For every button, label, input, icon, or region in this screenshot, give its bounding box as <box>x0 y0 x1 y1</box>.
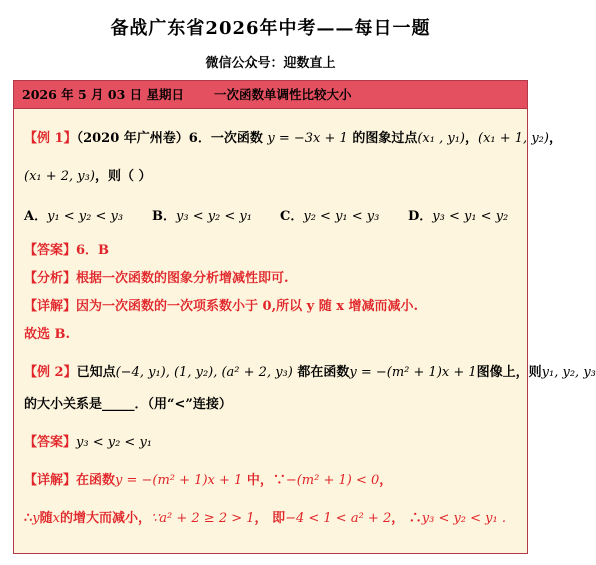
card-header <box>14 81 527 109</box>
final-order: y₃ < y₂ < y₁ . <box>421 511 506 526</box>
ex2-vars: y₁, y₂, y₃ <box>541 365 596 380</box>
ex1-tag: 【例 1】 <box>24 131 77 146</box>
ex1-tail: ，则（ ） <box>94 169 152 184</box>
ex2-detail-tag: 【详解】在函数 <box>24 473 116 488</box>
ex2-answer-expr: y₃ < y₂ < y₁ <box>76 435 152 450</box>
ex2-tail: 图像上，则 <box>476 365 542 380</box>
ex2-detail <box>24 469 392 488</box>
ex1-p1: (x₁ , y₁) <box>417 131 465 146</box>
ex1-sep: ， <box>465 131 479 146</box>
ex2-detail-mid: 中，∵ <box>246 473 286 488</box>
ex2-intro: 已知点 <box>76 365 116 380</box>
ex2-line1 <box>24 361 596 380</box>
ex2-final <box>24 507 506 526</box>
ex2-answer <box>24 431 152 450</box>
ex1-line2 <box>24 165 151 184</box>
var-y: y <box>32 511 40 526</box>
ex1-mid: 的图象过点 <box>352 131 418 146</box>
ex2-line2: 的大小关系是_____．（用“<”连接） <box>24 397 232 412</box>
text-sui: 随 <box>39 511 53 526</box>
ex1-line1 <box>24 127 562 146</box>
ex2-answer-tag: 【答案】 <box>24 435 77 450</box>
ex2-detail-func: y = −(m² + 1)x + 1 <box>115 473 243 488</box>
ex1-option-b: B．y₃ < y₂ < y₁ <box>152 209 252 224</box>
therefore-symbol-2: ， ∴ <box>391 511 422 526</box>
ex1-end: ， <box>548 131 562 146</box>
page-title: 备战广东省2026年中考——每日一题 <box>110 18 431 39</box>
text-decrease: 的增大而减小， <box>60 511 152 526</box>
page-subtitle: 微信公众号：迎数直上 <box>205 56 336 71</box>
header-date: 2026 年 5 月 03 日 星期日 <box>22 87 184 102</box>
ex1-detail: 【详解】因为一次函数的一次项系数小于 0,所以 y 随 x 增减而减小. <box>24 299 419 314</box>
ex1-p3: (x₁ + 2, y₃) <box>24 169 95 184</box>
ex1-answer: 【答案】6．B <box>24 243 110 258</box>
ex1-conclusion: 故选 B. <box>24 327 71 342</box>
ex2-detail-cond: −(m² + 1) < 0 <box>285 473 380 488</box>
text-ji: ， 即 <box>254 511 286 526</box>
ex1-analysis: 【分析】根据一次函数的图象分析增减性即可. <box>24 271 289 286</box>
therefore-symbol: ∴ <box>24 511 33 526</box>
ineq-chain: −4 < 1 < a² + 2 <box>285 511 392 526</box>
ex1-options <box>24 205 508 224</box>
problem-card <box>13 80 596 554</box>
ex2-tag: 【例 2】 <box>24 365 77 380</box>
ex1-option-a: A．y₁ < y₂ < y₃ <box>24 209 124 224</box>
var-x: x <box>52 511 60 526</box>
ex1-p2: (x₁ + 1, y₂) <box>478 131 549 146</box>
header-topic: 一次函数单调性比较大小 <box>214 87 352 102</box>
ex2-points: (−4, y₁), (1, y₂), (a² + 2, y₃) <box>115 365 293 380</box>
ineq-a2: ∵a² + 2 ≥ 2 > 1 <box>151 511 255 526</box>
ex2-mid: 都在函数 <box>297 365 350 380</box>
ex1-func: y = −3x + 1 <box>267 131 348 146</box>
ex1-option-d: D．y₃ < y₁ < y₂ <box>408 209 509 224</box>
ex1-source: （2020 年广州卷）6．一次函数 <box>76 131 263 146</box>
ex1-option-c: C．y₂ < y₁ < y₃ <box>280 209 380 224</box>
ex2-func: y = −(m² + 1)x + 1 <box>349 365 477 380</box>
ex2-detail-end: ， <box>379 473 393 488</box>
